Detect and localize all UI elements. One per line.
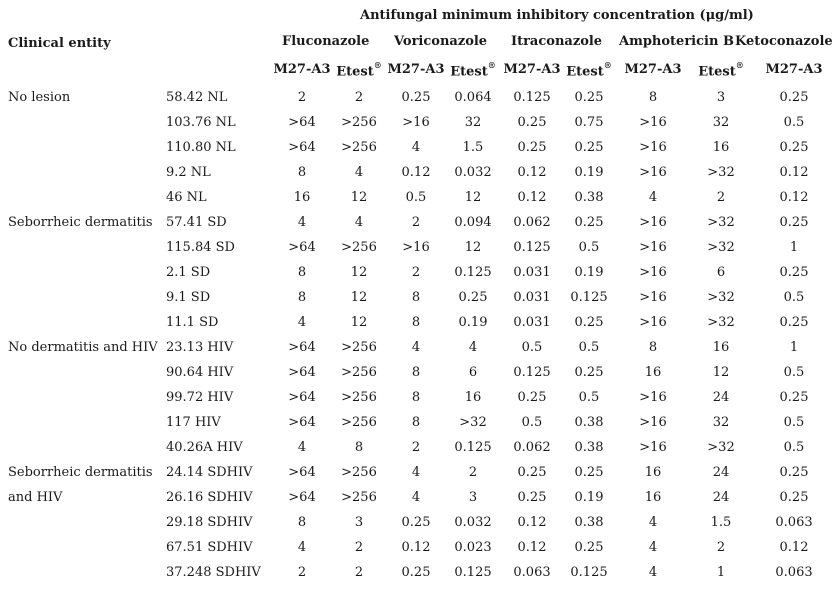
mic-value-cell: 0.5 [521,415,543,430]
method-header [765,62,822,77]
mic-value-cell: 0.25 [779,465,809,480]
mic-value-cell: 6 [468,365,478,380]
drug-header-itraconazole: Itraconazole [511,34,603,49]
mic-value-cell: 0.38 [574,440,604,455]
mic-value-cell: >32 [707,240,735,255]
mic-value-cell: 3 [716,90,726,105]
mic-value-cell: 4 [648,565,658,580]
mic-value-cell: 1 [716,565,726,580]
mic-value-cell: >64 [288,240,316,255]
isolate-cell: 11.1 SD [166,315,219,330]
mic-value-cell: 0.5 [405,190,427,205]
mic-value-cell: 0.12 [517,515,547,530]
isolate-cell: 9.2 NL [166,165,211,180]
mic-value-cell: 0.25 [779,390,809,405]
mic-value-cell: 8 [411,315,421,330]
mic-value-cell: 0.25 [574,140,604,155]
mic-value-cell: 2 [411,215,421,230]
mic-value-cell: 0.063 [513,565,551,580]
mic-value-cell: 16 [644,490,662,505]
mic-value-cell: >16 [639,440,667,455]
mic-value-cell: >32 [707,440,735,455]
mic-value-cell: 0.25 [779,90,809,105]
method-label: Etest [450,64,488,80]
clinical-entity-cell: and HIV [8,490,63,505]
mic-value-cell: 16 [293,190,311,205]
mic-value-cell: 0.125 [454,265,492,280]
table-title: Antifungal minimum inhibitory concentration (μg/ml) [360,8,754,23]
mic-value-cell: >256 [341,465,377,480]
mic-value-cell: 0.25 [574,365,604,380]
mic-value-cell: 0.5 [783,290,805,305]
mic-value-cell: 0.25 [401,515,431,530]
method-header [387,62,444,77]
drug-header-voriconazole: Voriconazole [394,34,488,49]
registered-mark: ® [603,60,612,70]
mic-value-cell: 0.38 [574,515,604,530]
method-header [566,62,612,79]
mic-value-cell: 0.25 [401,565,431,580]
mic-value-cell: 2 [468,465,478,480]
isolate-cell: 26.16 SDHIV [166,490,253,505]
mic-value-cell: 0.12 [779,540,809,555]
mic-value-cell: 4 [411,490,421,505]
mic-value-cell: 4 [354,215,364,230]
isolate-cell: 29.18 SDHIV [166,515,253,530]
mic-value-cell: 0.031 [513,290,551,305]
mic-value-cell: 4 [297,440,307,455]
mic-value-cell: 0.5 [783,115,805,130]
isolate-cell: 67.51 SDHIV [166,540,253,555]
isolate-cell: 58.42 NL [166,90,228,105]
method-header [273,62,330,77]
mic-value-cell: 2 [354,90,364,105]
mic-value-cell: 2 [411,265,421,280]
mic-value-cell: 0.25 [779,140,809,155]
mic-value-cell: 0.12 [779,165,809,180]
mic-value-cell: 0.12 [517,165,547,180]
mic-value-cell: >16 [402,115,430,130]
method-header [624,62,681,77]
method-label: Etest [698,64,736,80]
mic-value-cell: 0.25 [574,90,604,105]
mic-value-cell: 12 [350,265,368,280]
mic-value-cell: >32 [707,215,735,230]
mic-value-cell: 16 [712,340,730,355]
mic-value-cell: 0.25 [779,315,809,330]
mic-value-cell: >32 [459,415,487,430]
mic-value-cell: 3 [468,490,478,505]
mic-value-cell: 32 [712,115,730,130]
mic-value-cell: 0.031 [513,265,551,280]
mic-value-cell: 32 [712,415,730,430]
isolate-cell: 24.14 SDHIV [166,465,253,480]
mic-value-cell: 4 [297,540,307,555]
mic-value-cell: 2 [297,565,307,580]
isolate-cell: 110.80 NL [166,140,236,155]
mic-value-cell: 0.5 [578,340,600,355]
mic-value-cell: 0.25 [517,140,547,155]
mic-value-cell: >32 [707,315,735,330]
mic-value-cell: 12 [350,315,368,330]
drug-header-ketoconazole: Ketoconazole [735,34,833,49]
mic-value-cell: 0.25 [401,90,431,105]
isolate-cell: 115.84 SD [166,240,235,255]
mic-value-cell: 3 [354,515,364,530]
mic-value-cell: 0.062 [513,440,551,455]
mic-value-cell: 0.125 [454,565,492,580]
mic-value-cell: 2 [354,565,364,580]
mic-value-cell: 0.062 [513,215,551,230]
drug-header-fluconazole: Fluconazole [282,34,370,49]
mic-value-cell: >256 [341,340,377,355]
method-label: M27-A3 [503,62,561,77]
mic-value-cell: 0.25 [517,465,547,480]
registered-mark: ® [735,60,744,70]
mic-value-cell: 0.25 [779,490,809,505]
mic-value-cell: 0.063 [775,515,813,530]
mic-value-cell: 8 [648,340,658,355]
mic-value-cell: 0.125 [513,90,551,105]
mic-value-cell: 4 [468,340,478,355]
isolate-cell: 37.248 SDHIV [166,565,261,580]
isolate-cell: 23.13 HIV [166,340,234,355]
isolate-cell: 40.26A HIV [166,440,243,455]
mic-value-cell: 0.5 [578,390,600,405]
mic-value-cell: 4 [648,540,658,555]
mic-value-cell: 0.12 [517,540,547,555]
mic-value-cell: 16 [644,365,662,380]
drug-header-amphotericin-b: Amphotericin B [619,34,734,49]
mic-value-cell: >64 [288,140,316,155]
mic-value-cell: 0.25 [779,265,809,280]
mic-value-cell: >64 [288,465,316,480]
mic-value-cell: 1 [789,340,799,355]
mic-value-cell: 0.12 [401,165,431,180]
isolate-cell: 46 NL [166,190,207,205]
mic-value-cell: >32 [707,165,735,180]
mic-value-cell: 0.125 [570,290,608,305]
mic-value-cell: 32 [464,115,482,130]
mic-value-cell: 0.031 [513,315,551,330]
mic-value-cell: >16 [639,115,667,130]
mic-value-cell: >16 [639,315,667,330]
mic-value-cell: 4 [411,140,421,155]
mic-value-cell: 8 [297,290,307,305]
mic-value-cell: 0.75 [574,115,604,130]
mic-value-cell: >16 [402,240,430,255]
mic-value-cell: 0.25 [574,215,604,230]
mic-value-cell: >64 [288,115,316,130]
mic-value-cell: 8 [411,415,421,430]
mic-value-cell: 0.12 [779,190,809,205]
mic-value-cell: 0.063 [775,565,813,580]
registered-mark: ® [487,60,496,70]
mic-value-cell: 0.12 [401,540,431,555]
mic-value-cell: >256 [341,390,377,405]
isolate-cell: 9.1 SD [166,290,211,305]
mic-value-cell: 0.064 [454,90,492,105]
mic-value-cell: >256 [341,115,377,130]
mic-value-cell: 6 [716,265,726,280]
mic-value-cell: >16 [639,165,667,180]
mic-value-cell: 0.25 [574,465,604,480]
mic-value-cell: 2 [297,90,307,105]
mic-value-cell: 24 [712,390,730,405]
method-header [336,62,382,79]
mic-value-cell: 0.5 [783,365,805,380]
mic-value-cell: >256 [341,140,377,155]
clinical-entity-cell: No lesion [8,90,71,105]
mic-value-cell: 0.5 [783,440,805,455]
mic-value-cell: 0.25 [574,540,604,555]
mic-value-cell: 0.5 [783,415,805,430]
mic-value-cell: 0.25 [517,115,547,130]
mic-value-cell: 12 [350,190,368,205]
mic-value-cell: 8 [297,165,307,180]
mic-value-cell: 4 [411,340,421,355]
mic-value-cell: 1.5 [462,140,484,155]
mic-value-cell: 8 [297,515,307,530]
mic-value-cell: 8 [411,365,421,380]
mic-value-cell: 8 [648,90,658,105]
mic-value-cell: 0.25 [458,290,488,305]
mic-value-cell: 4 [354,165,364,180]
mic-value-cell: 0.5 [578,240,600,255]
mic-value-cell: >256 [341,365,377,380]
mic-value-cell: 8 [354,440,364,455]
mic-value-cell: 0.25 [574,315,604,330]
clinical-entity-cell: No dermatitis and HIV [8,340,158,355]
mic-value-cell: 0.25 [517,490,547,505]
mic-value-cell: >64 [288,490,316,505]
mic-value-cell: 2 [354,540,364,555]
method-label: M27-A3 [273,62,331,77]
clinical-entity-cell: Seborrheic dermatitis [8,215,153,230]
mic-value-cell: 0.19 [574,490,604,505]
method-label: M27-A3 [387,62,445,77]
mic-value-cell: 0.094 [454,215,492,230]
isolate-cell: 99.72 HIV [166,390,234,405]
mic-value-cell: 12 [712,365,730,380]
clinical-entity-header: Clinical entity [8,36,111,51]
mic-value-cell: 0.023 [454,540,492,555]
mic-value-cell: >64 [288,415,316,430]
mic-value-cell: 1.5 [710,515,732,530]
isolate-cell: 90.64 HIV [166,365,234,380]
mic-value-cell: 4 [297,215,307,230]
mic-value-cell: 24 [712,465,730,480]
mic-value-cell: 0.125 [513,365,551,380]
method-header [698,62,744,79]
isolate-cell: 57.41 SD [166,215,227,230]
mic-value-cell: >16 [639,415,667,430]
clinical-entity-cell: Seborrheic dermatitis [8,465,153,480]
mic-value-cell: 0.38 [574,415,604,430]
mic-value-cell: 0.19 [574,165,604,180]
mic-value-cell: 0.12 [517,190,547,205]
registered-mark: ® [373,60,382,70]
mic-value-cell: 0.125 [570,565,608,580]
mic-value-cell: >16 [639,240,667,255]
mic-value-cell: 4 [648,515,658,530]
method-header [450,62,496,79]
mic-value-cell: 4 [648,190,658,205]
mic-value-cell: >256 [341,240,377,255]
method-label: Etest [336,64,374,80]
mic-value-cell: >32 [707,290,735,305]
mic-value-cell: 0.5 [521,340,543,355]
isolate-cell: 117 HIV [166,415,221,430]
isolate-cell: 2.1 SD [166,265,211,280]
mic-value-cell: >16 [639,290,667,305]
mic-value-cell: 0.125 [454,440,492,455]
mic-value-cell: 24 [712,490,730,505]
mic-value-cell: 1 [789,240,799,255]
mic-value-cell: 8 [411,390,421,405]
mic-value-cell: 0.19 [458,315,488,330]
method-label: M27-A3 [765,62,823,77]
mic-value-cell: 4 [411,465,421,480]
mic-value-cell: 16 [644,465,662,480]
mic-value-cell: >256 [341,415,377,430]
mic-value-cell: 0.25 [517,390,547,405]
mic-value-cell: >16 [639,140,667,155]
mic-value-cell: 0.25 [779,215,809,230]
mic-value-cell: >16 [639,390,667,405]
mic-value-cell: 8 [297,265,307,280]
mic-value-cell: >256 [341,490,377,505]
mic-value-cell: 8 [411,290,421,305]
mic-value-cell: 0.38 [574,190,604,205]
mic-value-cell: 0.125 [513,240,551,255]
mic-value-cell: >16 [639,265,667,280]
mic-value-cell: >64 [288,365,316,380]
mic-value-cell: 4 [297,315,307,330]
method-label: M27-A3 [624,62,682,77]
mic-value-cell: 2 [411,440,421,455]
mic-value-cell: 12 [464,190,482,205]
method-header [503,62,560,77]
mic-value-cell: 0.19 [574,265,604,280]
mic-value-cell: 0.032 [454,165,492,180]
mic-value-cell: 2 [716,540,726,555]
method-label: Etest [566,64,604,80]
mic-value-cell: 16 [464,390,482,405]
isolate-cell: 103.76 NL [166,115,236,130]
mic-value-cell: >64 [288,390,316,405]
mic-value-cell: 16 [712,140,730,155]
mic-value-cell: 12 [464,240,482,255]
mic-value-cell: 0.032 [454,515,492,530]
mic-value-cell: 2 [716,190,726,205]
mic-value-cell: >16 [639,215,667,230]
mic-value-cell: 12 [350,290,368,305]
mic-value-cell: >64 [288,340,316,355]
